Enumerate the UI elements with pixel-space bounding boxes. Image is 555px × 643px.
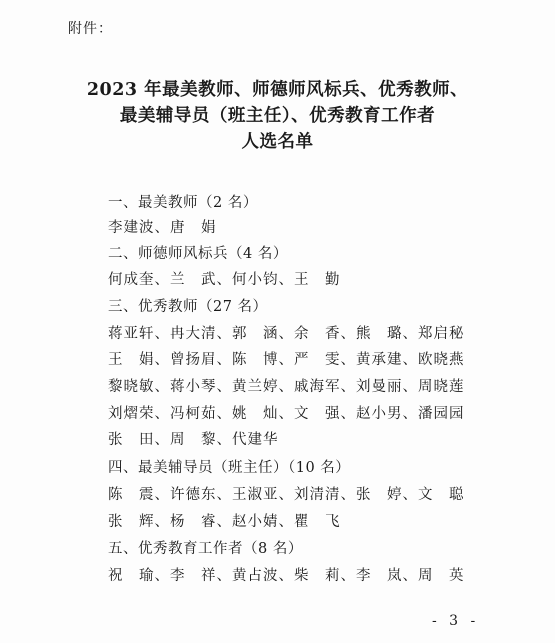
names-line: 黎晓敏、蒋小琴、黄兰婷、戚海军、刘曼丽、周晓莲 bbox=[108, 379, 465, 395]
section-heading-education-workers: 五、优秀教育工作者（8 名） bbox=[108, 541, 303, 557]
names-line: 陈 震、许德东、王淑亚、刘清清、张 婷、文 聪 bbox=[108, 487, 465, 503]
names-line: 张 辉、杨 睿、赵小婧、瞿 飞 bbox=[108, 514, 341, 530]
document-title-line-2: 最美辅导员（班主任）、优秀教育工作者 bbox=[119, 106, 436, 126]
names-line: 祝 瑜、李 祥、黄占波、柴 莉、李 岚、周 英 bbox=[108, 568, 465, 584]
page-number: - 3 - bbox=[432, 613, 480, 629]
document-title-line-3: 人选名单 bbox=[241, 132, 314, 152]
section-heading-ethics-models: 二、师德师风标兵（4 名） bbox=[108, 246, 288, 262]
attachment-label: 附件： bbox=[68, 21, 113, 37]
names-line: 张 田、周 黎、代建华 bbox=[108, 432, 279, 448]
section-heading-counselors: 四、最美辅导员（班主任）（10 名） bbox=[108, 460, 351, 476]
names-line: 王 娟、曾扬眉、陈 博、严 雯、黄承建、欧晓燕 bbox=[108, 352, 465, 368]
section-heading-most-beautiful-teachers: 一、最美教师（2 名） bbox=[108, 195, 258, 211]
names-line: 蒋亚轩、冉大清、郭 涵、余 香、熊 璐、郑启秘 bbox=[108, 326, 465, 342]
document-title-line-1: 2023 年最美教师、师德师风标兵、优秀教师、 bbox=[86, 80, 469, 100]
names-line: 李建波、唐 娟 bbox=[108, 220, 217, 236]
names-line: 刘熠荣、冯柯茹、姚 灿、文 强、赵小男、潘园园 bbox=[108, 406, 465, 422]
section-heading-excellent-teachers: 三、优秀教师（27 名） bbox=[108, 299, 268, 315]
names-line: 何成奎、兰 武、何小钧、王 勤 bbox=[108, 272, 341, 288]
